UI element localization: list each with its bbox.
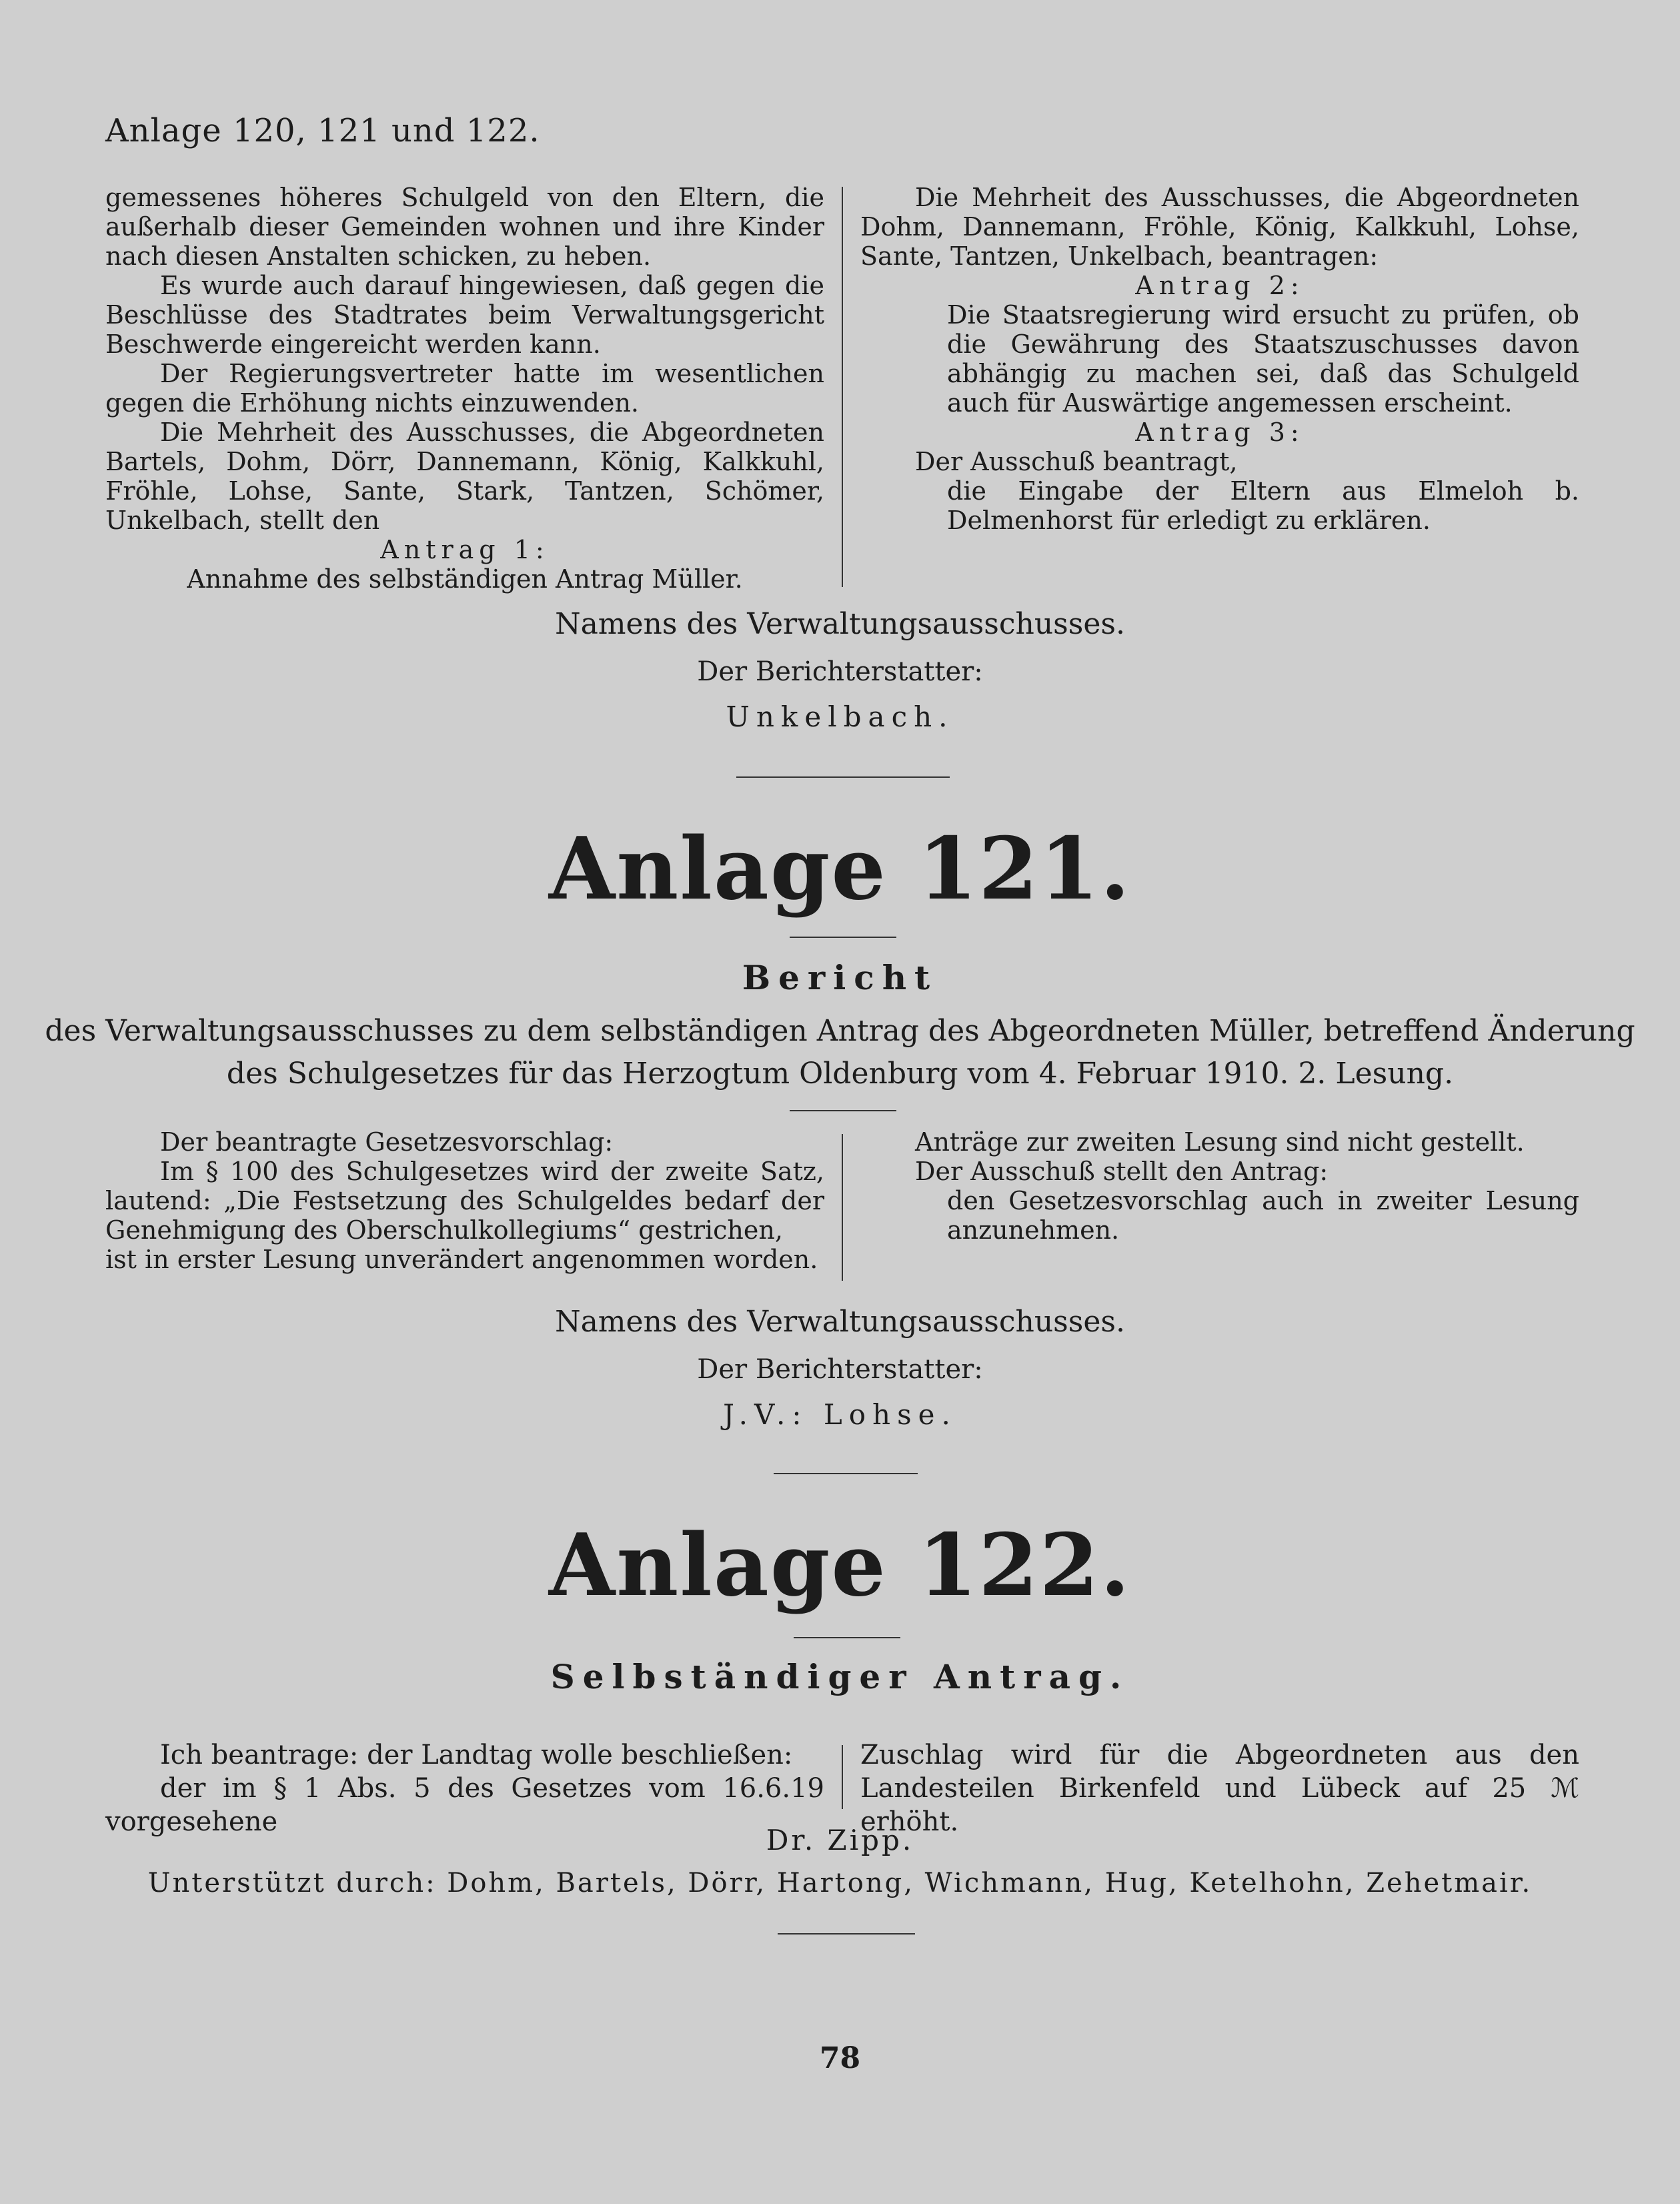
report-intro-line: des Schulgesetzes für das Herzogtum Oldenburg vom 4. Februar 1910. 2. Lesung. [226, 1057, 1454, 1091]
paragraph: Zuschlag wird für die Abgeordneten aus den Landesteilen Birkenfeld und Lübeck auf 25 ℳ erhöht. [860, 1740, 1579, 1837]
column-divider [842, 187, 843, 587]
paragraph: Annahme des selbständigen Antrag Müller. [187, 564, 743, 594]
left-column [105, 1127, 824, 1274]
report-intro-line: des Verwaltungsausschusses zu dem selbständigen Antrag des Abgeordneten Müller, betreffend Änderung [45, 1014, 1635, 1048]
motion-label: Antrag 3: [1135, 418, 1305, 447]
section-divider [736, 776, 950, 778]
right-column [860, 1127, 1579, 1245]
section-title: Anlage 121. [548, 819, 1132, 919]
paragraph: Die Mehrheit des Ausschusses, die Abgeordneten Dohm, Dannemann, Fröhle, König, Kalkkuhl, Lohse, Sante, Tantzen, Unkelbach, beantragen: [860, 183, 1579, 271]
signature-role: Der Berichterstatter: [697, 1354, 983, 1385]
right-column [860, 183, 1579, 535]
signature-organisation: Namens des Verwaltungsausschusses. [555, 607, 1125, 641]
signature-role: Der Berichterstatter: [697, 656, 983, 687]
author-signature: Dr. Zipp. [766, 1824, 914, 1856]
paragraph: Im § 100 des Schulgesetzes wird der zweite Satz, lautend: „Die Festsetzung des Schulgeldes bedarf der Genehmigung des Oberschulkollegiums“ gestrichen, [105, 1157, 824, 1245]
column-divider [842, 1745, 843, 1809]
paragraph: Die Mehrheit des Ausschusses, die Abgeordneten Bartels, Dohm, Dörr, Dannemann, König, Kalkkuhl, Fröhle, Lohse, Sante, Stark, Tantzen, Schömer, Unkelbach, stellt den [105, 418, 824, 535]
paragraph: der im § 1 Abs. 5 des Gesetzes vom 16.6.19 vorgesehene [105, 1773, 824, 1837]
paragraph: Der Regierungsvertreter hatte im wesentlichen gegen die Erhöhung nichts einzuwenden. [105, 359, 824, 418]
paragraph: ist in erster Lesung unverändert angenommen worden. [105, 1245, 818, 1274]
section-divider [774, 1473, 918, 1474]
paragraph: Es wurde auch darauf hingewiesen, daß gegen die Beschlüsse des Stadtrates beim Verwaltungsgericht Beschwerde eingereicht werden kann. [105, 271, 824, 359]
motion-label: Antrag 2: [1135, 271, 1305, 300]
paragraph: Der beantragte Gesetzesvorschlag: [160, 1127, 614, 1157]
signature-organisation: Namens des Verwaltungsausschusses. [555, 1305, 1125, 1339]
section-subtitle: Selbständiger Antrag. [550, 1657, 1130, 1696]
supporters-line: Unterstützt durch: Dohm, Bartels, Dörr, Hartong, Wichmann, Hug, Ketelhohn, Zehetmair. [147, 1868, 1533, 1898]
signature-name: J.V.: Lohse. [723, 1398, 957, 1431]
motion-label: Antrag 1: [380, 535, 550, 564]
left-column [105, 183, 824, 594]
paragraph: Der Ausschuß beantragt, [915, 447, 1238, 476]
paragraph: den Gesetzesvorschlag auch in zweiter Lesung anzunehmen. [947, 1186, 1579, 1245]
paragraph: gemessenes höheres Schulgeld von den Eltern, die außerhalb dieser Gemeinden wohnen und ihre Kinder nach diesen Anstalten schicken, zu heben. [105, 183, 824, 271]
title-underline [794, 1637, 900, 1638]
section-divider [778, 1933, 915, 1935]
title-underline [790, 937, 896, 938]
column-divider [842, 1134, 843, 1281]
paragraph: Anträge zur zweiten Lesung sind nicht gestellt. [915, 1127, 1525, 1157]
paragraph: Der Ausschuß stellt den Antrag: [915, 1157, 1329, 1186]
paragraph: die Eingabe der Eltern aus Elmeloh b. Delmenhorst für erledigt zu erklären. [947, 476, 1579, 535]
paragraph: Ich beantrage: der Landtag wolle beschließen: [160, 1740, 793, 1770]
signature-name: Unkelbach. [726, 700, 954, 733]
page-number: 78 [819, 2041, 861, 2075]
title-underline [790, 1110, 896, 1111]
section-subtitle: Bericht [742, 958, 938, 997]
page-header: Anlage 120, 121 und 122. [105, 112, 540, 149]
section-title: Anlage 122. [548, 1516, 1132, 1616]
paragraph: Die Staatsregierung wird ersucht zu prüfen, ob die Gewährung des Staatszuschusses davon abhängig zu machen sei, daß das Schulgeld auch für Auswärtige angemessen erscheint. [947, 300, 1579, 418]
